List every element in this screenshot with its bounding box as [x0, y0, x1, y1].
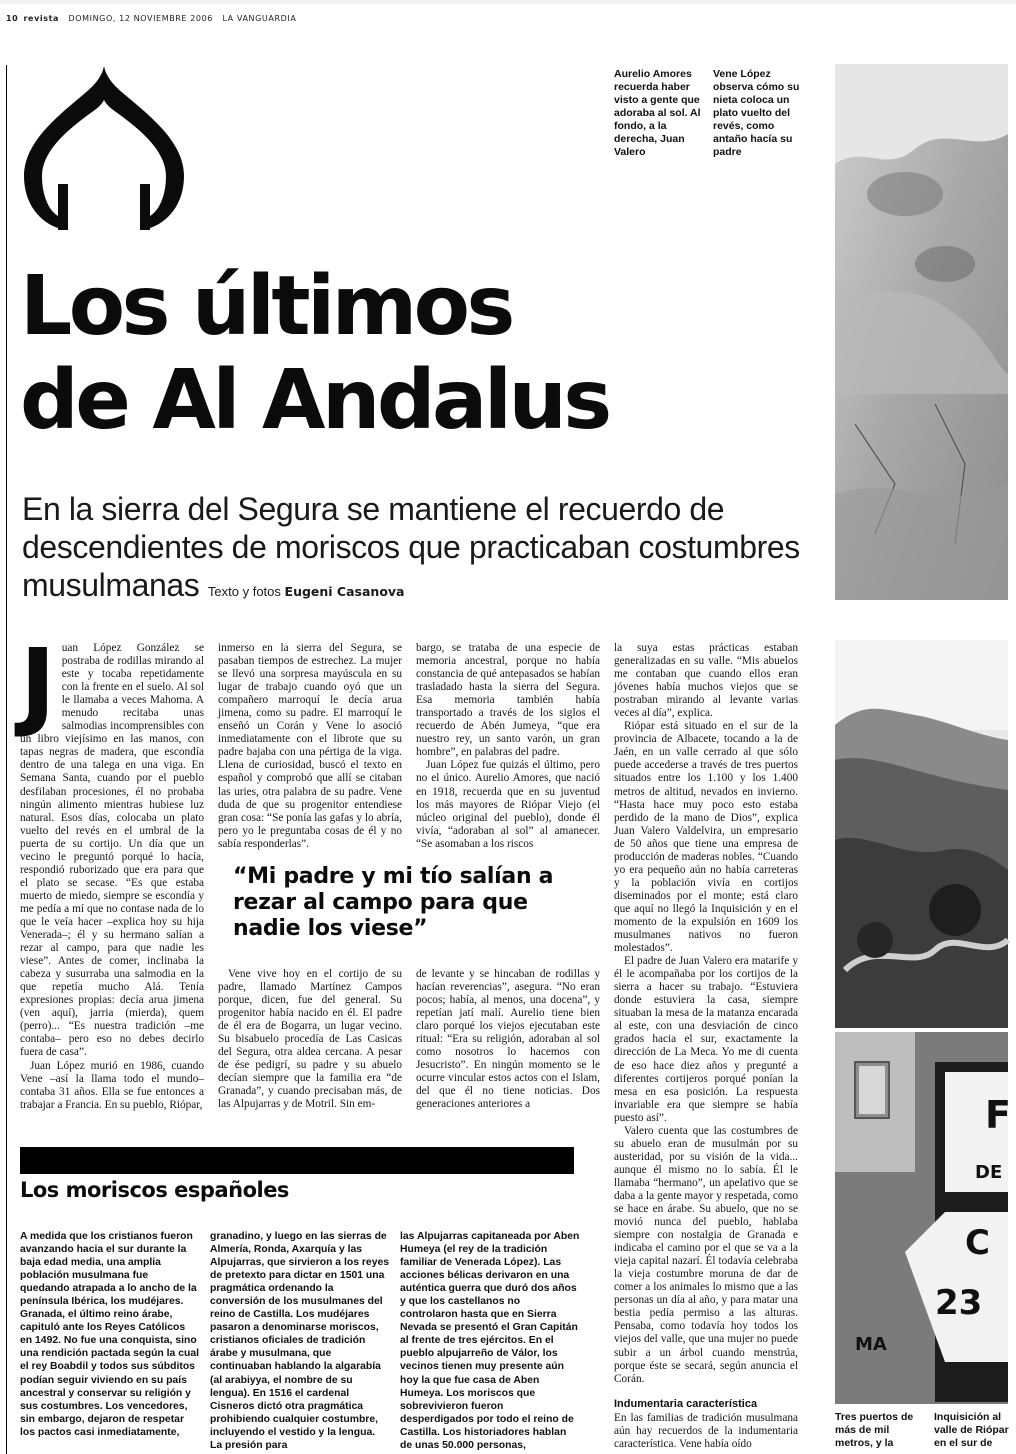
box-column-3: las Alpujarras capitaneada por Aben Humeya (el rey de la tradición familiar de Venerada López). Las acciones bélicas derivaron en una auténtica guerra que duró dos años y que los castellanos no controlaron hasta que en Sierra Nevada se presentó el Gran Capitán al frente de tres ejércitos. En el pueblo alpujarreño de Válor, los vecinos tienen muy presente aún hoy la que fue casa de Aben Humeya. Los moriscos que sobrevivieron fueron desperdigados por todo el reino de Castilla. Los historiadores hablan de unas 50.000 personas,	[400, 1231, 580, 1451]
sign-letters-ma: MA	[855, 1334, 887, 1355]
article-paragraph: de levante y se hincaban de rodillas y hacían reverencias”, asegura. “No eran pocos; había, al menos, una docena”, y repetían jatí malí. Aurelio tiene bien claro porqué los viejos ejecutaban este ritual: “Era su religión, adoraban al sol como nosotros lo hacemos con Jesucristo”. En ningún momento se le ocurre vincular estos actos con el Islam, del que él no tiene noticias. Dos generaciones anteriores a	[416, 968, 600, 1111]
subhead	[22, 490, 812, 611]
side-caption-right: Inquisición al valle de Riópar en el sur de	[934, 1411, 1009, 1449]
subhead-text: En la sierra del Segura se mantiene el recuerdo de descendientes de moriscos que practicaban costumbres musulmanas	[22, 491, 800, 603]
article-paragraph: Valero cuenta que las costumbres de su abuelo eran de musulmán por su austeridad, por su visión de la vida... aunque él mismo no lo sabía. Él le llamaba “hermano”, un apelativo que se daba a la gente mayor y respetada, como se hace en árabe. Su abuelo, que no se movió nunca del pueblo, hablaba siempre con nostalgia de Granada e indicaba el camino por el que se va a la vieja capital nazarí. Él todavía celebraba la vieja costumbre moruna de dar de comer a los animales lo mismo que a las personas un día al año, y para matar una bestia pedía permiso a las alturas. Pensaba, como todavía hoy todos los viejos del valle, que una mujer no puede subir a un árbol cuando menstrúa, porque éste se secará, según anuncia el Corán.	[614, 1124, 798, 1385]
article-paragraph: inmerso en la sierra del Segura, se pasaban tiempos de estrechez. La mujer se llevó una sorpresa mayúscula en su lugar de trabajo cuando oyó que un compañero marroquí le decía arua jimena, como su padre. El marroquí le enseñó un Corán y Vene lo asoció inmediatamente con el librote que su padre bajaba con una pértiga de la viga. Llena de curiosidad, buscó el texto en español y comprobó que allí se citaban las uries, otra palabra de su padre. Vene duda de que su progenitor entendiese gran cosa: “Se ponía las gafas y lo abría, pero yo le preguntaba cosas de él y no sabía responderlas”.	[218, 642, 402, 850]
headline-line-2: de Al Andalus	[20, 353, 609, 448]
article-paragraph: Juan López fue quizás el último, pero no el único. Aurelio Amores, que nació en 1918, recuerda que en su juventud los más mayores de Riópar Viejo (el núcleo original del pueblo), donde él vivía, “adoraban al sol” al amanecer. “Se asomaban a los riscos	[416, 759, 600, 850]
article-paragraph: En las familias de tradición musulmana aún hay recuerdos de la indumentaria característica. Vene había oído	[614, 1412, 798, 1451]
box-column-1: A medida que los cristianos fueron avanzando hacia el sur durante la baja edad media, una amplia población musulmana fue quedando atrapada a lo ancho de la península Ibérica, los mudéjares. Granada, el último reino árabe, capituló ante los Reyes Católicos en 1492. No fue una conquista, sino una rendición pactada según la cual el rey Boabdil y todos sus súbditos podían seguir viviendo en su país ancestral y conservar su religión y sus costumbres. Los vencedores, sin embargo, dejaron de respetar los pactos casi inmediatamente,	[20, 1231, 199, 1438]
article-paragraph: uan López González se postraba de rodillas mirando al este y tocaba repetidamente con la frente en el suelo. Al sol le llamaba a veces Mahoma. A menudo recitaba unas salmodias incomprensibles con un libro viejísimo en las manos, con tapas negras de madera, que escondía dentro de una talega en una viga. En Semana Santa, cuando por el pueblo desfilaban procesiones, él no probaba ningún alimento mientras hubiese luz natural. Esos días, colocaba un plato vuelto del revés en el umbral de la puerta de su cortijo. Un día que un vecino le preguntó porqué lo hacía, respondió ruborizado que era para que el plato se secase. “Es que estaba muerto de miedo, siempre se escondía y me pedía a mí que no contase nada de lo que le veía hacer –explica hoy su hija Venerada–; él y su hermano salían a rezar al campo, para que nadie les viese”. Antes de comer, inclinaba la cabeza y susurraba una salmodia en la que repetía mucho Alá. Tenía expresiones propias: decía arua jimena (ven aquí), jarria (mierda), quem (perro)... “Es nuestra tradición –me contaba– pero eso no debes decirlo fuera de casa”.	[20, 642, 204, 1059]
article-column-4	[614, 642, 798, 1392]
article-column-2-top	[218, 642, 402, 852]
article-paragraph: Riópar está situado en el sur de la provincia de Albacete, tocando a la de Jaén, en un valle cerrado al que sólo puede accederse a través de tres puertos situados entre los 1.100 y los 1.400 metros de altitud, nevados en invierno. “Hasta hace muy poco esto estaba perdido de la mano de Dios”, explica Juan Valero Valdelvira, un empresario de 50 años que tiene una empresa de producción de maderas nobles. “Cuando yo era pequeño aún no había carreteras y la población vivía en cortijos diseminados por el monte; está claro que aquí no llegó la Inquisición y en el momento de la expulsión en 1609 los musulmanes nativos no fueron molestados”.	[614, 720, 798, 955]
page-number: 10	[6, 14, 19, 23]
subsection-title: Indumentaria característica	[614, 1398, 758, 1410]
box-header-bar	[20, 1147, 574, 1174]
article-column-3-top	[416, 642, 600, 852]
section-name: revista	[23, 14, 60, 23]
top-strip	[0, 0, 1016, 4]
article-paragraph: El padre de Juan Valero era matarife y él le acompañaba por los cortijos de la sierra a hacer su trabajo. “Estuviera donde estuviera la casa, siempre situaban la mesa de la matanza encarada al este, con una desviación de cinco grados hacia el sur, exactamente la dirección de La Meca. Yo me di cuenta de eso hace diez años y pregunté a diferentes cortijeros porqué ponían la mesa en esa posición. La respuesta invariable era que siempre se había puesto así”.	[614, 955, 798, 1124]
article-column-1	[20, 628, 204, 1142]
article-column-2-bottom	[218, 968, 402, 1140]
side-caption-left: Tres puertos de más de mil metros, y la	[835, 1411, 914, 1449]
running-header	[6, 14, 296, 23]
valley-landscape-photo	[835, 640, 1008, 1028]
box-title: Los moriscos españoles	[20, 1178, 289, 1202]
article-column-3-bottom	[416, 968, 600, 1140]
byline	[208, 584, 405, 599]
headline	[20, 260, 609, 448]
sign-letters-de: DE	[975, 1162, 1003, 1183]
article-paragraph: Vene vive hoy en el cortijo de su padre, llamado Martínez Campos porque, dicen, fue del general. Su progenitor había nacido en él. El padre de él era de Bogarra, un lugar vecino. Su bisabuelo procedía de Las Casicas del Segura, otra aldea cercana. A pesar de ése pedigrí, su padre y su abuelo decían siempre que la familia era “de Granada”, y cuando precisaban más, de las Alpujarras y de Motril. Sin em-	[218, 968, 402, 1111]
headline-line-1: Los últimos	[20, 259, 512, 354]
subsection-text	[614, 1412, 798, 1454]
wall-photo	[835, 64, 1008, 600]
sign-letter-f: F	[985, 1093, 1011, 1137]
box-column-2: granadino, y luego en las sierras de Almería, Ronda, Axarquía y las Alpujarras, que sirvieron a los reyes de pretexto para dictar en 1501 una pragmática ordenando la conversión de los musulmanes del reino de Castilla. Los mudéjares pasaron a denominarse moriscos, cristianos oficiales de tradición árabe y musulmana, que continuaban hablando la algarabía (al arabiyya, el nombre de su lengua). En 1516 el cardenal Cisneros dictó otra pragmática prohibiendo cualquier costumbre, incluyendo el vestido y la lengua. La presión para	[210, 1231, 390, 1451]
byline-author: Eugeni Casanova	[284, 584, 405, 599]
drop-cap: J	[20, 628, 56, 740]
byline-label: Texto y fotos	[207, 584, 281, 599]
newspaper-name: LA VANGUARDIA	[222, 14, 297, 23]
photo-caption-left: Aurelio Amores recuerda haber visto a gente que adoraba al sol. Al fondo, a la derecha, Juan Valero	[614, 68, 701, 158]
issue-date: DOMINGO, 12 NOVIEMBRE 2006	[68, 14, 213, 23]
left-margin-rule	[6, 65, 7, 1454]
article-paragraph: bargo, se trataba de una especie de memoria ancestral, porque no había constancia de qué antepasados se habían trasladado hasta la sierra del Segura. Esa memoria también había transportado a través de los siglos el recuerdo de Abén Jumeya, “que era nuestro rey, un santo varón, un gran hombre”, en palabras del padre.	[416, 642, 600, 759]
sign-letter-c: C	[965, 1223, 990, 1263]
dome-arch-icon	[18, 64, 190, 230]
sign-number: 23	[935, 1283, 983, 1323]
article-paragraph: Juan López murió en 1986, cuando Vene –así la llama todo el mundo– contaba 31 años. Ella se fue entonces a trabajar a Francia. En su pueblo, Riópar,	[20, 1059, 204, 1111]
article-paragraph: la suya estas prácticas estaban generalizadas en su valle. “Mis abuelos me contaban que cuando ellos eran jóvenes había muchos viejos que se postraban mirando al levante varias veces al día”, explica.	[614, 642, 798, 720]
road-sign-photo	[835, 1032, 1011, 1404]
pull-quote: “Mi padre y mi tío salían a rezar al campo para que nadie los viese”	[233, 864, 554, 941]
photo-caption-right: Vene López observa cómo su nieta coloca un plato vuelto del revés, como antaño hacía su padre	[713, 68, 800, 158]
